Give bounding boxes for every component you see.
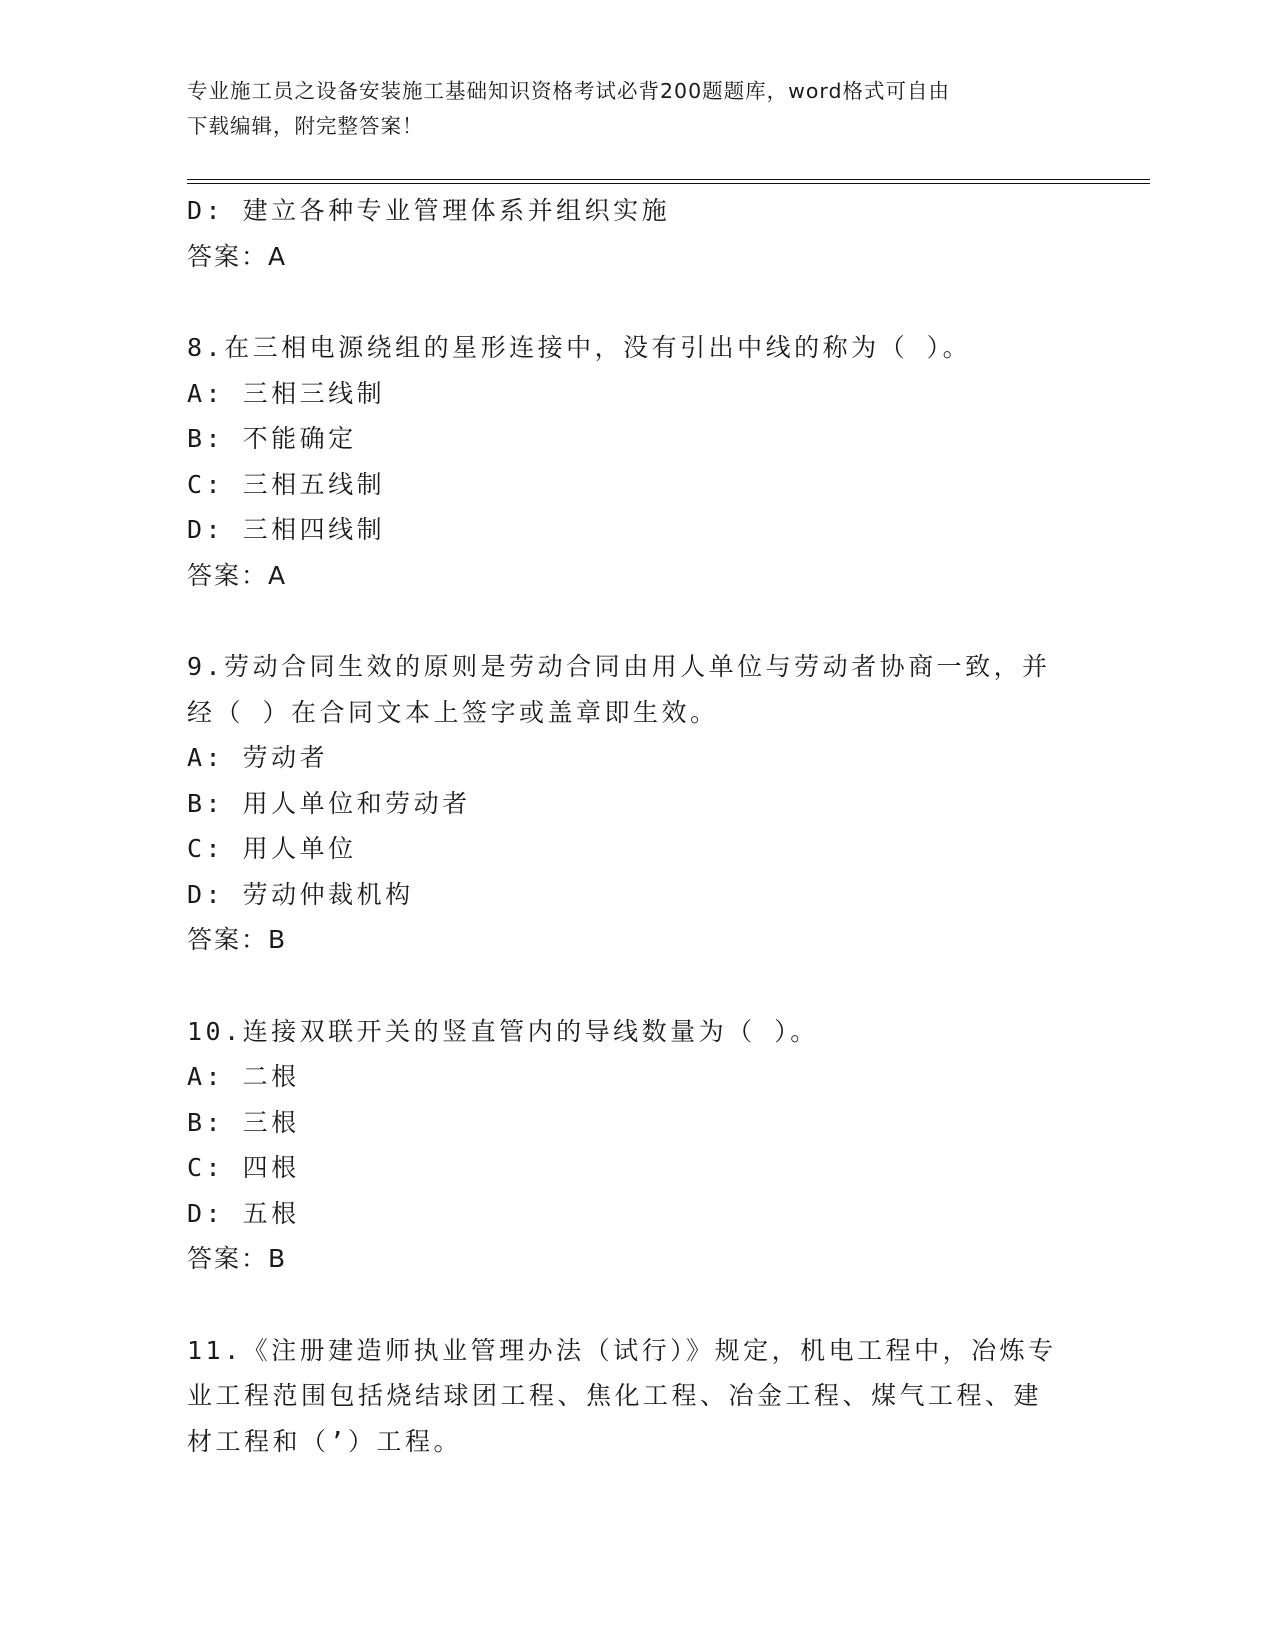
question-10 xyxy=(187,1009,1087,1282)
option-a: A: 三相三线制 xyxy=(187,378,386,408)
option-c: C: 三相五线制 xyxy=(187,469,386,499)
question-9 xyxy=(187,644,1087,963)
option-c: C: 用人单位 xyxy=(187,834,357,863)
header-line-1: 专业施工员之设备安装施工基础知识资格考试必背200题题库，word格式可自由 xyxy=(187,79,951,103)
header-line-2: 下载编辑，附完整答案！ xyxy=(187,114,424,138)
question-11 xyxy=(187,1328,1087,1465)
question-stem-line-2: 业工程范围包括烧结球团工程、焦化工程、冶金工程、煤气工程、建 xyxy=(187,1381,1043,1410)
option-d: D: 五根 xyxy=(187,1198,300,1228)
option-a: A: 劳动者 xyxy=(187,743,329,772)
question-stem-line-3: 材工程和（’）工程。 xyxy=(187,1426,463,1456)
answer: 答案：B xyxy=(187,1244,288,1273)
question-content xyxy=(187,188,1087,1464)
header-rule-bottom xyxy=(187,183,1150,184)
header-rule-top xyxy=(187,179,1150,180)
prev-answer: 答案：A xyxy=(187,241,288,271)
option-d: D: 劳动仲裁机构 xyxy=(187,879,414,909)
option-c: C: 四根 xyxy=(187,1153,300,1182)
option-b: B: 三根 xyxy=(187,1107,300,1137)
page-header xyxy=(187,74,1067,144)
prev-option-d: D: 建立各种专业管理体系并组织实施 xyxy=(187,196,671,225)
question-stem-line-1: 9.劳动合同生效的原则是劳动合同由用人单位与劳动者协商一致，并 xyxy=(187,652,1051,681)
spacer xyxy=(187,279,1087,325)
spacer xyxy=(187,1282,1087,1328)
question-stem: 8.在三相电源绕组的星形连接中，没有引出中线的称为（ ）。 xyxy=(187,333,972,362)
question-8 xyxy=(187,325,1087,598)
question-stem: 10.连接双联开关的竖直管内的导线数量为（ ）。 xyxy=(187,1016,819,1046)
spacer xyxy=(187,598,1087,644)
option-b: B: 不能确定 xyxy=(187,424,357,453)
spacer xyxy=(187,963,1087,1009)
question-stem-line-2: 经（ ）在合同文本上签字或盖章即生效。 xyxy=(187,697,719,727)
answer: 答案：A xyxy=(187,560,288,590)
option-d: D: 三相四线制 xyxy=(187,515,386,544)
option-b: B: 用人单位和劳动者 xyxy=(187,788,471,818)
answer: 答案：B xyxy=(187,925,288,954)
question-stem-line-1: 11.《注册建造师执业管理办法（试行）》规定，机电工程中，冶炼专 xyxy=(187,1335,1057,1365)
option-a: A: 二根 xyxy=(187,1062,300,1091)
